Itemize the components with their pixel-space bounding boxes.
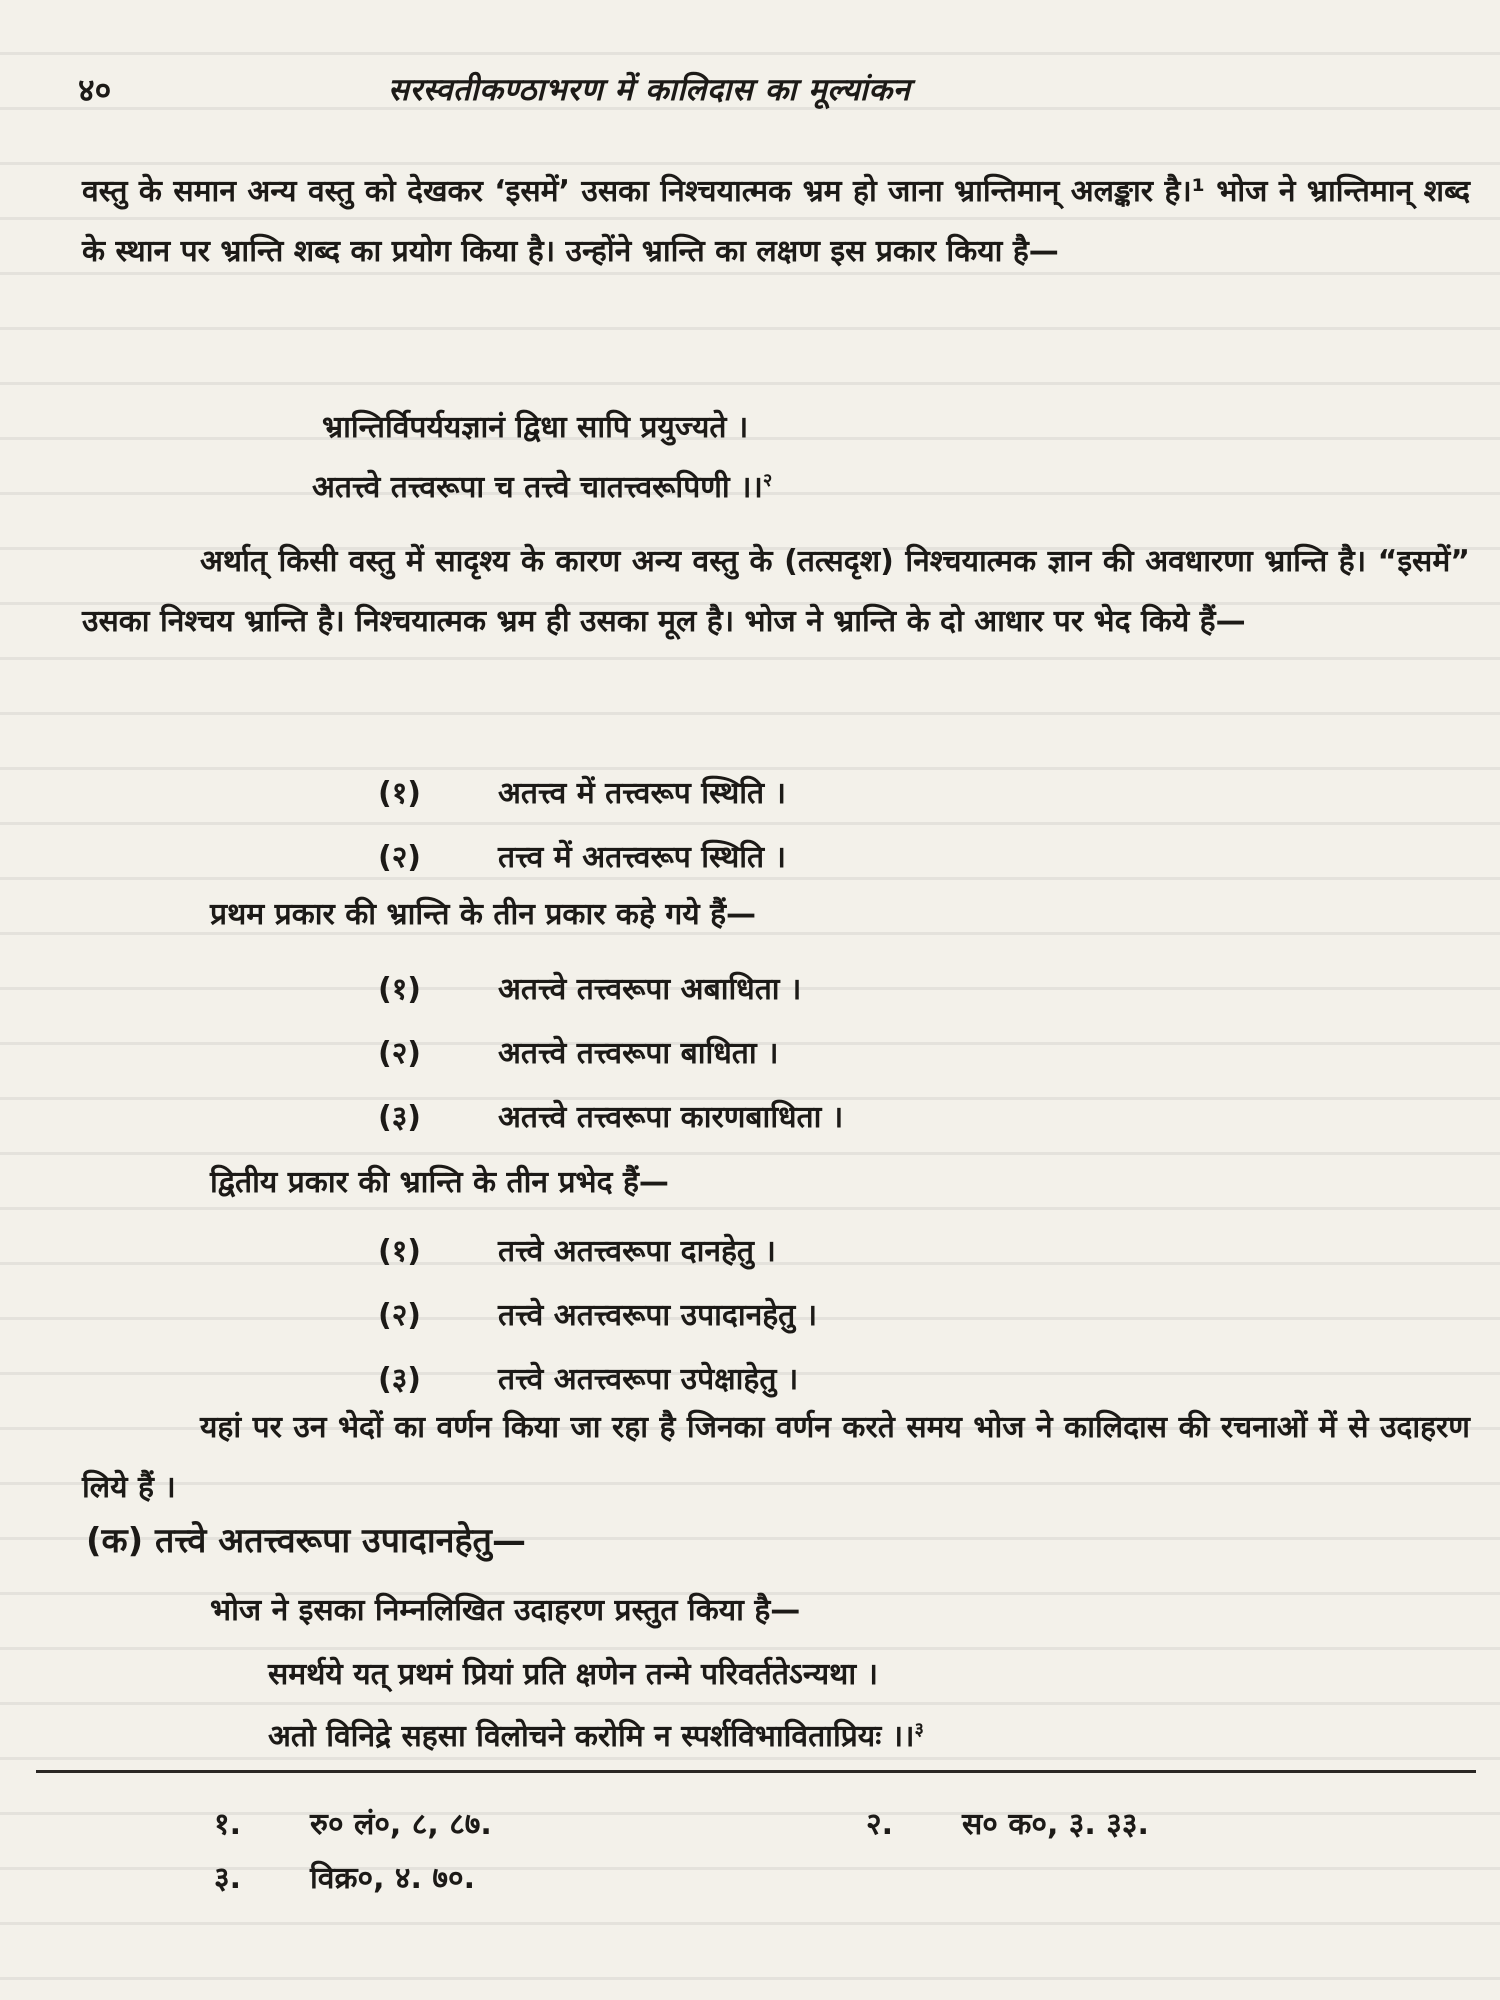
verse1-line2 xyxy=(312,465,772,506)
paragraph-4: भोज ने इसका निम्नलिखित उदाहरण प्रस्तुत किया है— xyxy=(210,1593,801,1628)
list3-intro: द्वितीय प्रकार की भ्रान्ति के तीन प्रभेद हैं— xyxy=(210,1165,669,1200)
running-title: सरस्वतीकण्ठाभरण में कालिदास का मूल्यांकन xyxy=(388,72,911,108)
list-item xyxy=(378,1086,843,1150)
section-heading: (क) तत्त्वे अतत्त्वरूपा उपादानहेतु— xyxy=(86,1521,526,1561)
list-item xyxy=(378,1284,817,1348)
footnote-mark-2: २ xyxy=(762,470,773,491)
list-first-type xyxy=(378,958,843,1150)
footnote-number: ३. xyxy=(214,1861,241,1896)
paragraph-3: यहां पर उन भेदों का वर्णन किया जा रहा है जिनका वर्णन करते समय भोज ने कालिदास की रचनाओं में से उदाहरण लिये हैं । xyxy=(82,1410,1470,1505)
list-number: (२) xyxy=(378,1298,422,1333)
list-number: (३) xyxy=(378,1100,422,1135)
list-text: तत्त्वे अतत्त्वरूपा उपादानहेतु । xyxy=(498,1298,818,1333)
list-item xyxy=(378,958,843,1022)
paragraph-2: अर्थात् किसी वस्तु में सादृश्य के कारण अन्य वस्तु के (तत्सदृश) निश्चयात्मक ज्ञान की अवधारणा भ्रान्ति है। “इसमें” उसका निश्चय भ्रान्ति है। निश्चयात्मक भ्रम ही उसका मूल है। भोज ने भ्रान्ति के दो आधार पर भेद किये हैं— xyxy=(82,544,1470,639)
list-text: अतत्त्वे तत्त्वरूपा कारणबाधिता । xyxy=(498,1100,844,1135)
footnote-mark-3: ३ xyxy=(914,1719,924,1740)
list-item xyxy=(378,1022,843,1086)
list-text: अतत्त्वे तत्त्वरूपा बाधिता । xyxy=(498,1036,779,1071)
page-header xyxy=(78,68,1473,118)
list-item xyxy=(378,1220,817,1284)
list-text: तत्त्वे अतत्त्वरूपा उपेक्षाहेतु । xyxy=(498,1362,799,1397)
list-second-type xyxy=(378,1220,817,1412)
list-text: तत्त्वे अतत्त्वरूपा दानहेतु । xyxy=(498,1234,776,1269)
list-number: (१) xyxy=(378,1234,422,1269)
list-item xyxy=(378,762,786,826)
list-number: (२) xyxy=(378,840,422,875)
footnote-number: २. xyxy=(866,1807,893,1842)
list-number: (१) xyxy=(378,972,422,1007)
footnote-1 xyxy=(214,1802,492,1843)
verse2-line1: समर्थये यत् प्रथमं प्रियां प्रति क्षणेन तन्मे परिवर्ततेऽन्यथा । xyxy=(268,1657,878,1692)
verse1-line2-text: अतत्त्वे तत्त्वरूपा च तत्त्वे चातत्त्वरूपिणी ।। xyxy=(312,470,763,505)
list-item xyxy=(378,826,786,890)
footnote-divider xyxy=(36,1770,1476,1773)
list-text: तत्त्व में अतत्त्वरूप स्थिति । xyxy=(498,840,786,875)
footnote-3 xyxy=(214,1856,475,1897)
list2-intro: प्रथम प्रकार की भ्रान्ति के तीन प्रकार कहे गये हैं— xyxy=(210,897,757,932)
page-number: ४० xyxy=(78,71,112,109)
footnote-text: स० क०, ३. ३३. xyxy=(962,1807,1149,1842)
list-number: (३) xyxy=(378,1362,422,1397)
footnote-text: विक्र०, ४. ७०. xyxy=(310,1861,475,1896)
list-number: (१) xyxy=(378,776,422,811)
footnote-2 xyxy=(866,1802,1149,1843)
list-text: अतत्त्वे तत्त्वरूपा अबाधिता । xyxy=(498,972,802,1007)
footnote-number: १. xyxy=(214,1807,241,1842)
list-bhranti-bases xyxy=(378,762,786,890)
list-number: (२) xyxy=(378,1036,422,1071)
footnote-text: रु० लं०, ८, ८७. xyxy=(310,1807,492,1842)
verse1-line1: भ्रान्तिर्विपर्ययज्ञानं द्विधा सापि प्रयुज्यते । xyxy=(322,410,749,445)
verse2-line2 xyxy=(268,1714,924,1755)
list-text: अतत्त्व में तत्त्वरूप स्थिति । xyxy=(498,776,786,811)
verse2-line2-text: अतो विनिद्रे सहसा विलोचने करोमि न स्पर्शविभाविताप्रियः ।। xyxy=(268,1719,915,1754)
intro-paragraph: वस्तु के समान अन्य वस्तु को देखकर ‘इसमें’ उसका निश्चयात्मक भ्रम हो जाना भ्रान्तिमान् अलङ्कार है।¹ भोज ने भ्रान्तिमान् शब्द के स्थान पर भ्रान्ति शब्द का प्रयोग किया है। उन्होंने भ्रान्ति का लक्षण इस प्रकार किया है— xyxy=(82,174,1470,269)
